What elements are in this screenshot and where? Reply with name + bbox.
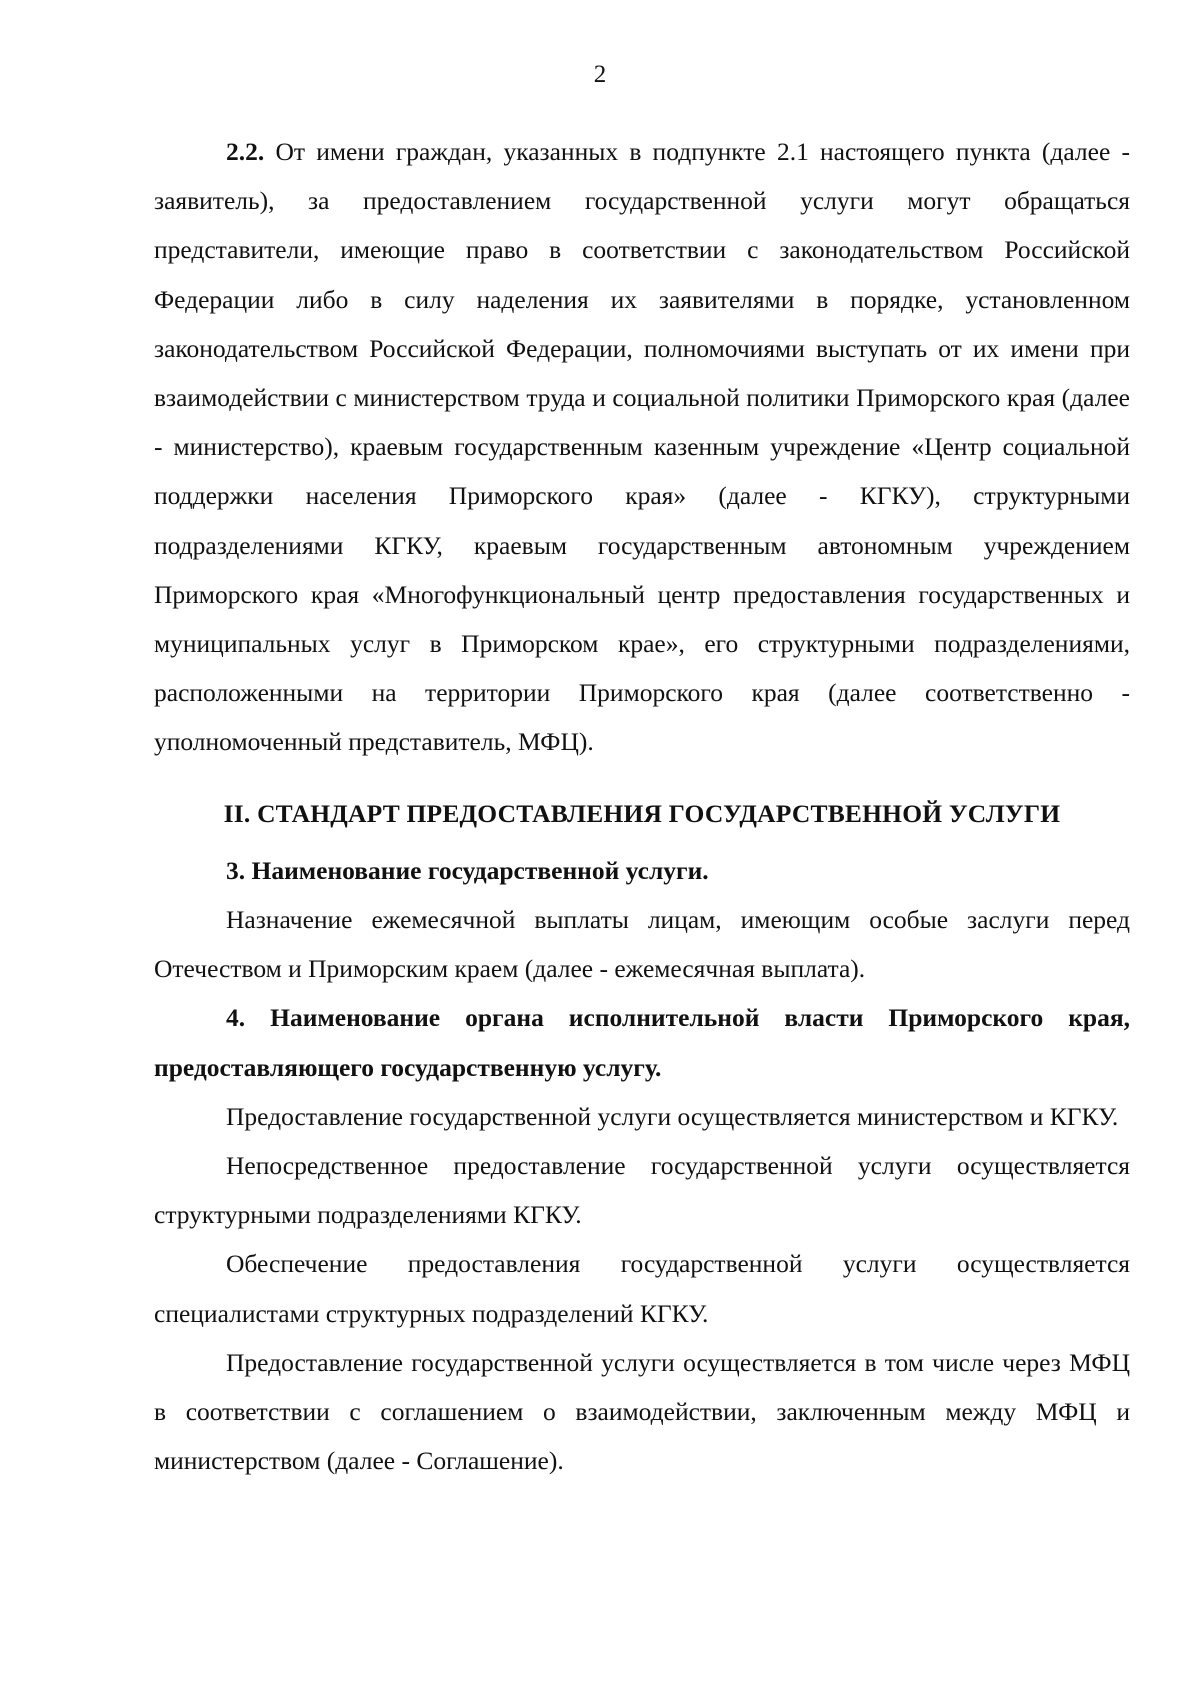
paragraph-2-2-text: От имени граждан, указанных в подпункте 2.1 настоящего пункта (далее - заявитель), за предоставлением государственной услуги могут обращаться представители, имеющие право в соответствии с законодательством Российской Федерации либо в силу наделения их заявителями в порядке, установленном законодательством Российской Федерации, полномочиями выступать от их имени при взаимодействии с министерством труда и социальной политики Приморского края (далее - министерство), краевым государственным казенным учреждение «Центр социальной поддержки населения Приморского края» (далее - КГКУ), структурными подразделениями КГКУ, краевым государственным автономным учреждением Приморского края «Многофункциональный центр предоставления государственных и муниципальных услуг в Приморском крае», его структурными подразделениями, расположенными на территории Приморского края (далее соответственно - уполномоченный представитель, МФЦ). — [154, 137, 1130, 757]
section-heading: II. СТАНДАРТ ПРЕДОСТАВЛЕНИЯ ГОСУДАРСТВЕННОЙ УСЛУГИ — [223, 798, 1061, 828]
page-number: 2 — [593, 61, 607, 88]
item-4-paragraph: Обеспечение предоставления государственной услуги осуществляется специалистами структурных подразделений КГКУ. — [154, 1249, 1130, 1328]
item-4-paragraph: Предоставление государственной услуги осуществляется в том числе через МФЦ в соответствии с соглашением о взаимодействии, заключенным между МФЦ и министерством (далее - Соглашение). — [154, 1347, 1130, 1476]
paragraph-2-2-label: 2.2. — [226, 137, 265, 166]
document-body — [154, 127, 1130, 1485]
item-4-paragraph: Предоставление государственной услуги осуществляется министерством и КГКУ. — [226, 1101, 1119, 1131]
item-3-heading: 3. Наименование государственной услуги. — [226, 855, 709, 885]
item-4-paragraph: Непосредственное предоставление государственной услуги осуществляется структурными подразделениями КГКУ. — [154, 1151, 1130, 1230]
paragraph-2-2 — [154, 127, 1130, 767]
item-4-heading: 4. Наименование органа исполнительной власти Приморского края, предоставляющего государственную услугу. — [154, 1003, 1130, 1082]
item-3-text: Назначение ежемесячной выплаты лицам, имеющим особые заслуги перед Отечеством и Приморским краем (далее - ежемесячная выплата). — [154, 905, 1130, 984]
